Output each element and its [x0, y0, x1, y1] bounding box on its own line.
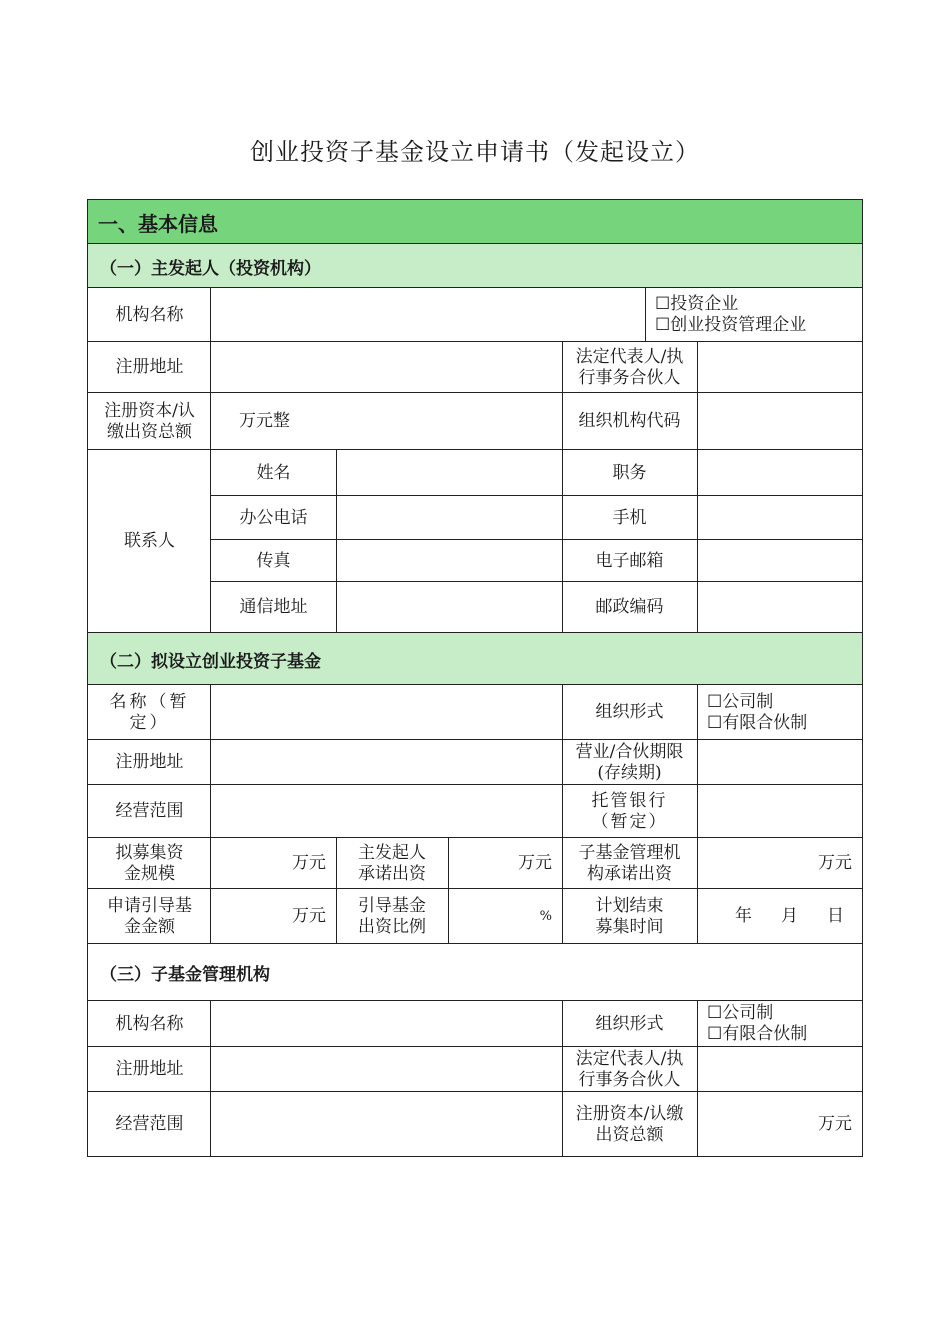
table-border: [697, 1000, 698, 1157]
table-border: [87, 199, 88, 1157]
contact-position-label: 职务: [612, 462, 647, 483]
option-limited-partnership[interactable]: ☐有限合伙制: [707, 1024, 808, 1044]
contact-mobile-field[interactable]: [697, 496, 862, 540]
table-border: [88, 684, 863, 685]
table-border: [88, 392, 863, 393]
sub-header-label: （二）拟设立创业投资子基金: [100, 651, 321, 672]
table-border: [211, 581, 863, 582]
table-border: [697, 684, 698, 944]
table-border: [697, 341, 698, 633]
table-border: [88, 632, 863, 633]
table-border: [88, 739, 863, 740]
contact-office-phone-field[interactable]: [336, 496, 562, 540]
manager-reg-address-field[interactable]: [211, 1047, 562, 1092]
contact-mobile-label: 手机: [612, 507, 647, 528]
fund-org-form-options[interactable]: [697, 685, 862, 740]
raise-end-field[interactable]: [697, 889, 862, 944]
table-border: [210, 684, 211, 944]
sponsor-org-code-label: 组织机构代码: [578, 411, 681, 431]
table-border: [336, 449, 337, 633]
contact-email-label: 电子邮箱: [595, 550, 664, 571]
fund-scope-label: 经营范围: [115, 801, 184, 821]
contact-postcode-field[interactable]: [697, 582, 862, 633]
raise-end-date: 年 月 日: [735, 906, 850, 926]
section-header-label: 一、基本信息: [98, 211, 218, 236]
manager-org-form-label: 组织形式: [595, 1013, 664, 1034]
contact-office-phone-label: 办公电话: [239, 507, 308, 528]
manager-commit-field[interactable]: [697, 838, 862, 889]
sponsor-org-code-field[interactable]: [697, 393, 862, 450]
section-header-basic-info: [88, 200, 862, 244]
contact-fax-field[interactable]: [336, 540, 562, 582]
table-border: [88, 199, 863, 200]
option-investment-company[interactable]: ☐投资企业: [655, 294, 739, 314]
sponsor-org-name-field[interactable]: [211, 288, 645, 342]
table-border: [88, 449, 863, 450]
sponsor-legal-rep-field[interactable]: [697, 342, 862, 393]
table-border: [562, 1000, 563, 1157]
page-title: 创业投资子基金设立申请书（发起设立）: [250, 138, 700, 166]
contact-postcode-label: 邮政编码: [595, 597, 664, 617]
sub-header-label: （三）子基金管理机构: [100, 965, 270, 985]
option-corporate[interactable]: ☐公司制: [707, 691, 774, 712]
raise-scale-unit: 万元: [292, 853, 326, 873]
table-border: [88, 287, 863, 288]
fund-term-field[interactable]: [697, 740, 862, 785]
table-border: [562, 341, 563, 633]
table-border: [88, 1046, 863, 1047]
sub-header-sponsor: [88, 244, 862, 288]
contact-mail-address-field[interactable]: [336, 582, 562, 633]
contact-fax-label: 传真: [256, 550, 291, 571]
table-border: [210, 1000, 211, 1157]
sponsor-org-type-options[interactable]: [645, 288, 862, 342]
guide-ratio-field[interactable]: [448, 889, 562, 944]
option-vc-management-company[interactable]: ☐创业投资管理企业: [655, 315, 807, 335]
table-border: [562, 684, 563, 944]
manager-legal-rep-field[interactable]: [697, 1047, 862, 1092]
manager-org-form-options[interactable]: [697, 1001, 862, 1047]
table-border: [88, 1156, 863, 1157]
sub-header-sub-fund: [88, 633, 862, 685]
raise-scale-field[interactable]: [211, 838, 336, 889]
guide-ratio-unit: %: [539, 909, 552, 924]
table-border: [88, 341, 863, 342]
table-border: [210, 287, 211, 633]
table-border: [88, 888, 863, 889]
raise-end-label: 计划结束募集时间: [595, 895, 664, 937]
manager-commit-unit: 万元: [818, 853, 852, 873]
table-border: [448, 837, 449, 944]
manager-legal-rep-label: 法定代表人/执行事务合伙人: [575, 1048, 684, 1090]
fund-reg-address-label: 注册地址: [115, 752, 184, 772]
table-border: [88, 243, 863, 244]
option-limited-partnership[interactable]: ☐有限合伙制: [707, 712, 808, 733]
table-border: [862, 199, 863, 1157]
table-border: [211, 495, 863, 496]
guide-amount-field[interactable]: [211, 889, 336, 944]
table-border: [88, 784, 863, 785]
option-corporate[interactable]: ☐公司制: [707, 1003, 774, 1023]
sponsor-org-name-label: 机构名称: [115, 304, 184, 325]
sub-header-label: （一）主发起人（投资机构）: [100, 258, 321, 279]
contact-name-field[interactable]: [336, 450, 562, 496]
manager-reg-capital-unit: 万元: [818, 1114, 852, 1134]
table-border: [88, 1000, 863, 1001]
manager-reg-capital-field[interactable]: [697, 1092, 862, 1157]
fund-scope-field[interactable]: [211, 785, 562, 838]
fund-term-label: 营业/合伙期限(存续期): [575, 741, 684, 783]
contact-mail-address-label: 通信地址: [239, 597, 308, 617]
fund-org-form-label: 组织形式: [595, 702, 664, 722]
table-border: [88, 837, 863, 838]
fund-custodian-label: 托管银行（暂定）: [591, 790, 668, 832]
sponsor-reg-capital-label: 注册资本/认缴出资总额: [104, 400, 195, 442]
sub-header-manager: [88, 944, 862, 1001]
sponsor-reg-address-label: 注册地址: [115, 357, 184, 377]
table-border: [645, 287, 646, 342]
manager-scope-field[interactable]: [211, 1092, 562, 1157]
contact-label: 联系人: [124, 531, 175, 551]
sponsor-commit-label: 主发起人承诺出资: [358, 842, 426, 884]
manager-commit-label: 子基金管理机构承诺出资: [578, 842, 681, 884]
fund-name-field[interactable]: [211, 685, 562, 740]
reg-capital-unit: 万元整: [239, 411, 290, 431]
sponsor-legal-rep-label: 法定代表人/执行事务合伙人: [575, 346, 684, 388]
raise-scale-label: 拟募集资金规模: [115, 842, 184, 884]
sponsor-commit-field[interactable]: [448, 838, 562, 889]
table-border: [211, 539, 863, 540]
table-border: [88, 1091, 863, 1092]
table-border: [88, 943, 863, 944]
guide-amount-unit: 万元: [292, 906, 326, 926]
manager-scope-label: 经营范围: [115, 1114, 184, 1134]
contact-position-field[interactable]: [697, 450, 862, 496]
manager-reg-address-label: 注册地址: [115, 1059, 184, 1079]
manager-org-name-label: 机构名称: [115, 1013, 184, 1034]
guide-ratio-label: 引导基金出资比例: [358, 895, 426, 937]
guide-amount-label: 申请引导基金金额: [107, 895, 192, 937]
sponsor-reg-capital-field[interactable]: [211, 393, 562, 450]
table-border: [336, 837, 337, 944]
sponsor-commit-unit: 万元: [518, 853, 552, 873]
fund-custodian-field[interactable]: [697, 785, 862, 838]
fund-reg-address-field[interactable]: [211, 740, 562, 785]
manager-reg-capital-label: 注册资本/认缴出资总额: [575, 1103, 684, 1145]
sponsor-reg-address-field[interactable]: [211, 342, 562, 393]
contact-name-label: 姓名: [256, 462, 291, 483]
fund-name-label: 名称（暂定）: [109, 691, 190, 733]
manager-org-name-field[interactable]: [211, 1001, 562, 1047]
contact-email-field[interactable]: [697, 540, 862, 582]
